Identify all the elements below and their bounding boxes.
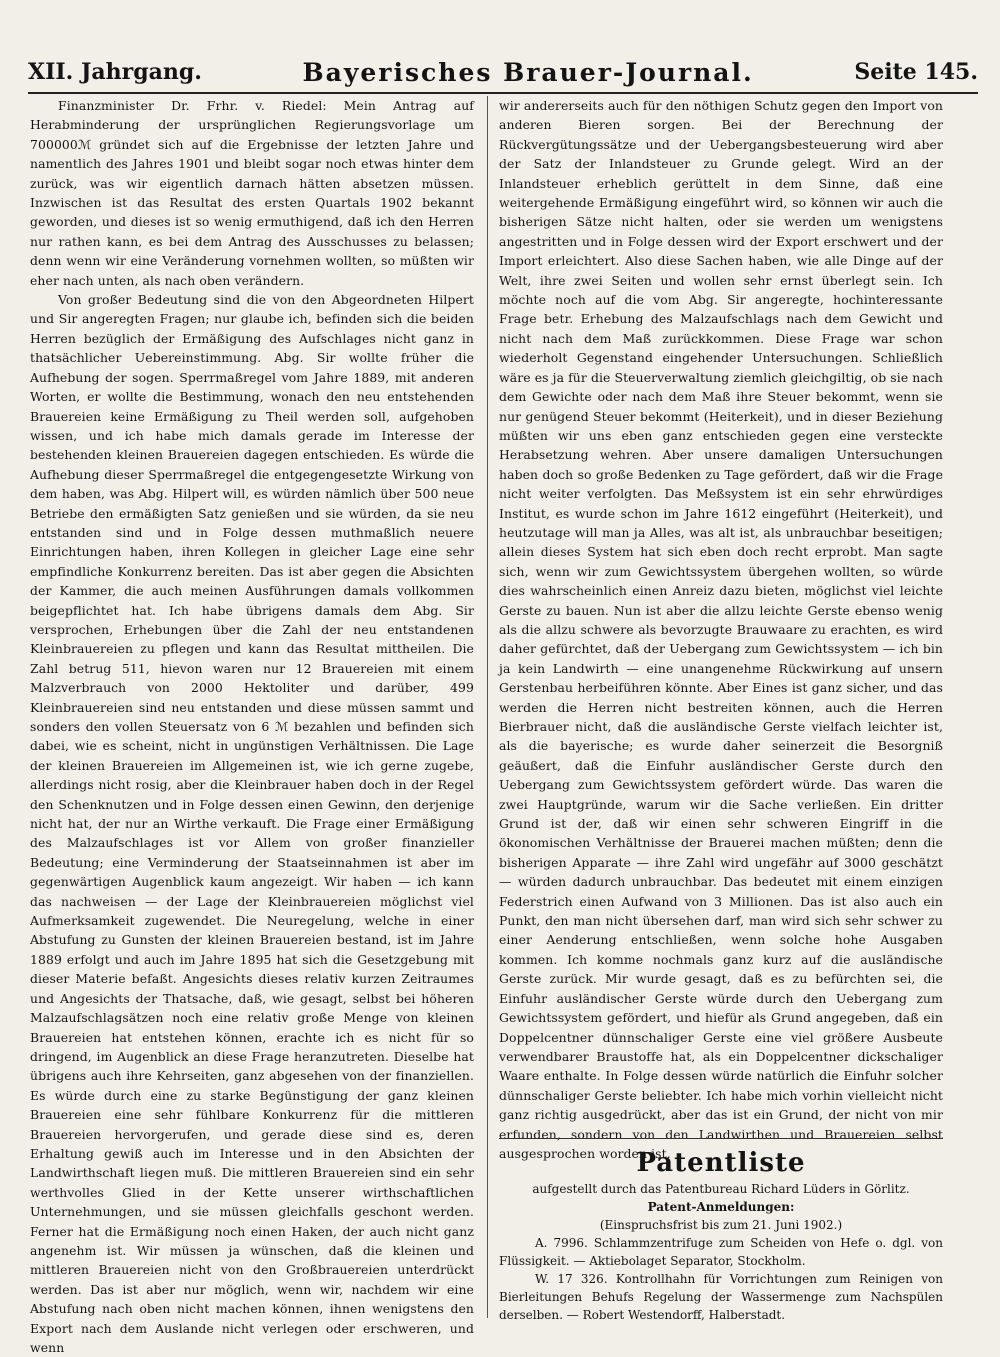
paragraph-bedeutung: Von großer Bedeutung sind die von den Abgeordneten Hilpert und Sir angeregten Fragen; nur glaube ich, befinden sich die beiden Herren bezüglich der Ermäßigung des Aufschlages nicht ganz in thatsächlicher Uebereinstimmung. Abg. Sir wollte früher die Aufhebung der sogen. Sperrmaßregel vom Jahre 1889, mit anderen Worten, er wollte die Bestimmung, wonach den neu entstehenden Brauereien keine Ermäßigung zu Theil werden soll, aufgehoben wissen, und ich habe mich damals gerade im Interesse der bestehenden kleinen Brauereien dagegen entschieden. Es würde die Aufhebung dieser Sperrmaßregel die entgegengesetzte Wirkung von dem haben, was Abg. Hilpert will, es würden nämlich über 500 neue Betriebe den ermäßigten Satz genießen und sie würden, da sie neu entstanden sind und in Folge dessen muthmaßlich neuere Einrichtungen haben, ihren Kollegen in gleicher Lage eine sehr empfindliche Konkurrenz bereiten. Das ist aber gegen die Absichten der Kammer, die auch meinen Ausführungen damals vollkommen beigepflichtet hat. Ich habe übrigens damals dem Abg. Sir versprochen, Erhebungen über die Zahl der neu entstandenen Kleinbrauereien zu pflegen und kann das Resultat mittheilen. Die Zahl betrug 511, hievon waren nur 12 Brauereien mit einem Malzverbrauch von 2000 Hektoliter und darüber, 499 Kleinbrauereien sind neu entstanden und diese müssen sammt und sonders den vollen Steuersatz von 6 ℳ bezahlen und befinden sich dabei, wie es scheint, nicht in ungünstigen Verhältnissen. Die Lage der kleinen Brauereien im Allgemeinen ist, wie ich gerne zugebe, allerdings nicht rosig, aber die Kleinbrauer haben doch in der Regel den Schenknutzen und in Folge dessen einen Gewinn, den derjenige nicht hat, der nur an Wirthe verkauft. Die Frage einer Ermäßigung des Malzaufschlages ist vor Allem von großer finanzieller Bedeutung; eine Verminderung der Staatseinnahmen ist aber im gegenwärtigen Augenblick kaum angezeigt. Wir haben — ich kann das nachweisen — der Lage der Kleinbrauereien möglichst viel Aufmerksamkeit zugewendet. Die Neuregelung, welche in einer Abstufung zu Gunsten der kleinen Brauereien bestand, ist im Jahre 1889 erfolgt und auch im Jahre 1895 hat sich die Gesetzgebung mit dieser Materie befaßt. Angesichts dieses relativ kurzen Zeitraumes und Angesichts der Thatsache, daß, wie gesagt, selbst bei höheren Malzaufschlagsätzen noch eine relativ große Menge von kleinen Brauereien hat entstehen können, erachte ich es nicht für so dringend, im Augenblick an diese Frage heranzutreten. Dieselbe hat übrigens auch ihre Kehrseiten, ganz abgesehen von der finanziellen. Es würde durch eine zu starke Begünstigung der ganz kleinen Brauereien eine sehr fühlbare Konkurrenz für die mittleren Brauereien hervorgerufen, und gerade diese sind es, deren Erhaltung gewiß auch im Interesse und in den Absichten der Landwirthschaft liegen muß. Die mittleren Brauereien sind ein sehr werthvolles Glied in der Kette unserer wirthschaftlichen Unternehmungen, und sie müssen gleichfalls geschont werden. Ferner hat die Ermäßigung noch einen Haken, der auch nicht ganz angenehm ist. Wir müssen ja wünschen, daß die kleinen und mittleren Brauereien nicht von den Großbrauereien unterdrückt werden. Das ist aber nur möglich, wenn wir, nachdem wir eine Abstufung nach oben nicht machen können, ihnen wenigstens den Export nach dem Auslande nicht verlegen oder erschweren, und wenn [30, 292, 474, 1355]
patent-objection-period: (Einspruchsfrist bis zum 21. Juni 1902.) [599, 1218, 843, 1232]
paragraph-finanzminister: Finanzminister Dr. Frhr. v. Riedel: Mein Antrag auf Herabminderung der ursprünglichen Regierungsvorlage um 700000ℳ gründet sich auf die Ergebnisse der letzten Jahre und namentlich des Jahres 1901 und bleibt sogar noch etwas hinter dem zurück, was wir eigentlich darnach hätten absetzen müssen. Inzwischen ist das Resultat des ersten Quartals 1902 bekannt geworden, und dieses ist so wenig ermuthigend, daß ich den Herren nur rathen kann, es bei dem Antrag des Ausschusses zu belassen; denn wenn wir eine Veränderung vornehmen wollten, so müßten wir eher nach unten, als nach oben verändern. [30, 98, 474, 288]
right-column [499, 96, 943, 1161]
header-rule [28, 92, 978, 94]
journal-title: Bayerisches Brauer-Journal. [302, 57, 754, 87]
patent-section-heading: Patent-Anmeldungen: [647, 1200, 795, 1214]
patent-entry: A. 7996. Schlammzentrifuge zum Scheiden von Hefe o. dgl. von Flüssigkeit. — Aktiebolaget Separator, Stockholm. [499, 1236, 943, 1268]
page-header [28, 52, 978, 92]
patent-list-subtitle: aufgestellt durch das Patentbureau Richard Lüders in Görlitz. [532, 1182, 910, 1196]
patent-entry: W. 17 326. Kontrollhahn für Vorrichtungen zum Reinigen von Bierleitungen Behufs Regelung der Wassermenge zum Nachspülen derselben. — Robert Westendorff, Halberstadt. [499, 1272, 943, 1322]
left-column [30, 96, 474, 1355]
patent-list-section [499, 1146, 943, 1324]
column-divider [487, 96, 488, 1318]
volume-label: XII. Jahrgang. [28, 59, 202, 85]
patent-section-rule [499, 1138, 943, 1139]
paragraph-continuation: wir andererseits auch für den nöthigen Schutz gegen den Import von anderen Bieren sorgen. Bei der Berechnung der Rückvergütungssätze und der Uebergangsbesteuerung wird aber der Satz der Inlandsteuer zu Grunde gelegt. Wird an der Inlandsteuer erheblich gerüttelt in dem Sinne, daß eine weitergehende Ermäßigung eingeführt wird, so können wir auch die bisherigen Sätze nicht halten, oder sie werden um wenigstens angestritten und in Folge dessen wird der Export erschwert und der Import erleichtert. Also diese Sachen haben, wie alle Dinge auf der Welt, ihre zwei Seiten und wollen sehr ernst überlegt sein. Ich möchte noch auf die vom Abg. Sir angeregte, hochinteressante Frage betr. Erhebung des Malzaufschlags nach dem Gewicht und nicht nach dem Maß zurückkommen. Diese Frage war schon wiederholt Gegenstand eingehender Untersuchungen. Schließlich wäre es ja für die Steuerverwaltung ziemlich gleichgiltig, ob sie nach dem Gewichte oder nach dem Maß ihre Steuer bekommt, wenn sie nur genügend Steuer bekommt (Heiterkeit), und in dieser Beziehung müßten wir uns eben ganz entschieden gegen eine versteckte Herabsetzung wehren. Aber unsere damaligen Untersuchungen haben doch so große Bedenken zu Tage gefördert, daß wir die Frage nicht weiter verfolgten. Das Meßsystem ist ein sehr ehrwürdiges Institut, es wurde schon im Jahre 1612 eingeführt (Heiterkeit), und heutzutage will man ja Alles, was alt ist, als unbrauchbar beseitigen; allein dieses System hat sich eben doch recht erprobt. Man sagte sich, wenn wir zum Gewichtssystem übergehen wollten, so würde dies wahrscheinlich einen Anreiz dazu bieten, möglichst viel leichte Gerste zu bauen. Nun ist aber die allzu leichte Gerste ebenso wenig als die allzu schwere als bevorzugte Brauwaare zu erachten, es wird daher gefürchtet, daß der Uebergang zum Gewichtssystem — ich bin ja kein Landwirth — eine unangenehme Rückwirkung auf unsern Gerstenbau herbeiführen könnte. Aber Eines ist ganz sicher, und das werden die Herren nicht bestreiten können, auch die Herren Bierbrauer nicht, daß die ausländische Gerste vielfach leichter ist, als die bayerische; es wurde daher seinerzeit die Besorgniß geäußert, daß die Einfuhr ausländischer Gerste durch den Uebergang zum Gewichtssystem gefördert würde. Das waren die zwei Hauptgründe, warum wir die Sache verließen. Ein dritter Grund ist der, daß wir einen sehr schweren Eingriff in die ökonomischen Verhältnisse der Brauerei machen müßten; denn die bisherigen Apparate — ihre Zahl wird ungefähr auf 3000 geschätzt — würden dadurch unbrauchbar. Das bedeutet mit einem einzigen Federstrich einen Aufwand von 3 Millionen. Das ist also auch ein Punkt, den man nicht übersehen darf, man wird sich sehr schwer zu einer Aenderung entschließen, wenn solche hohe Ausgaben kommen. Ich komme nochmals ganz kurz auf die ausländische Gerste zurück. Mir wurde gesagt, daß es zu befürchten sei, die Einfuhr ausländischer Gerste würde durch den Uebergang zum Gewichtssystem gefördert, und hiefür als Grund angegeben, daß ein Doppelcentner dünnschaliger Gerste eine viel größere Ausbeute verwendbarer Braustoffe hat, als ein Doppelcentner dickschaliger Waare enthalte. In Folge dessen würde natürlich die Einfuhr solcher dünnschaliger Gerste beliebter. Ich habe mich vorhin vielleicht nicht ganz richtig ausgedrückt, aber das ist ein Grund, der nicht von mir erfunden, sondern von den Landwirthen und Brauereien selbst ausgesprochen worden ist. [499, 98, 943, 1161]
patent-list-title: Patentliste [636, 1148, 806, 1178]
page-number: Seite 145. [854, 59, 978, 85]
